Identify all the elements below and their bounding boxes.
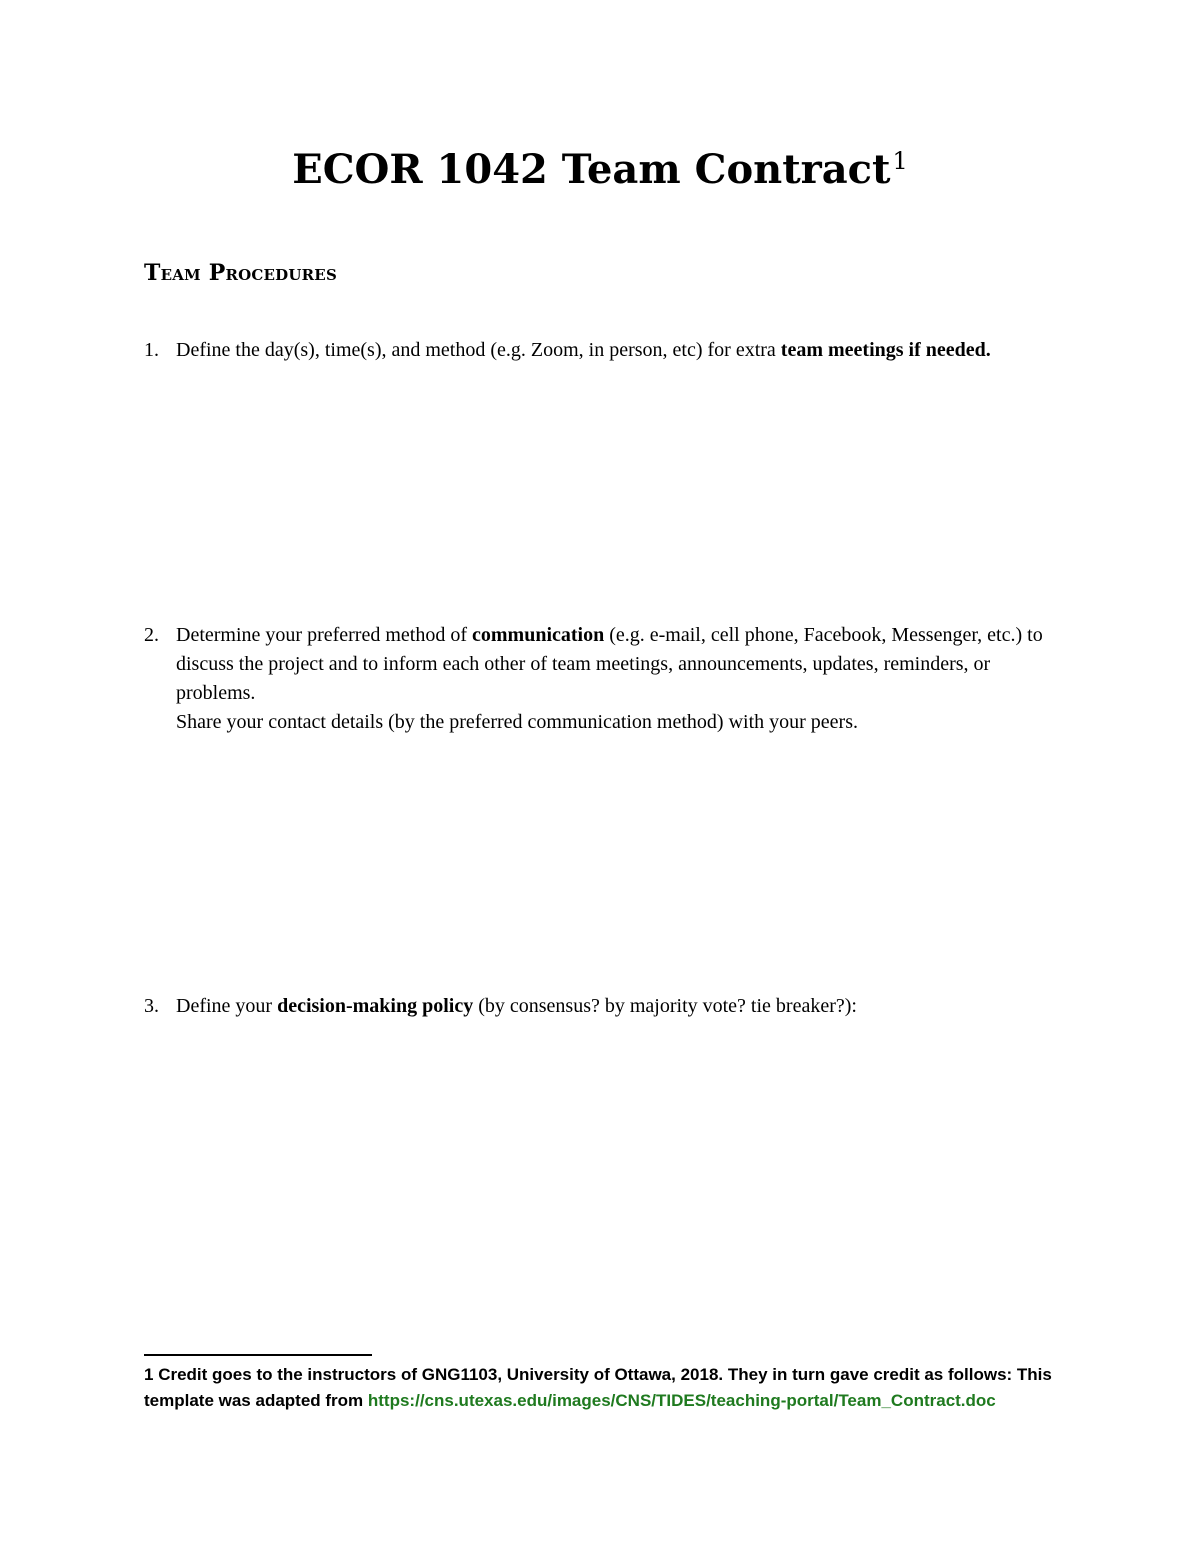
footnote-link[interactable]: https://cns.utexas.edu/images/CNS/TIDES/teaching-portal/Team_Contract.doc xyxy=(367,1391,996,1410)
list-item-text-after: (by consensus? by majority vote? tie breaker?): xyxy=(473,995,857,1017)
list-item-decision-policy xyxy=(144,992,1044,1021)
list-item-text xyxy=(176,336,1044,365)
list-item-second-line: Share your contact details (by the preferred communication method) with your peers. xyxy=(176,711,858,733)
list-item-text xyxy=(176,992,1044,1021)
list-item-communication xyxy=(144,621,1044,737)
footnote-marker: 1 xyxy=(144,1365,154,1384)
list-item-number: 1. xyxy=(144,339,159,361)
footnote-divider xyxy=(144,1354,372,1356)
list-item-meetings xyxy=(144,336,1044,365)
page-title-text: ECOR 1042 Team Contract xyxy=(292,146,891,193)
list-item-text xyxy=(176,621,1044,737)
list-item-text-before: Define your xyxy=(176,995,278,1017)
list-item-text-after: (e.g. e-mail, cell phone, Facebook, Messenger, etc.) to discuss the project and to inform each other of team meetings, announcements, updates, reminders, or problems. xyxy=(176,624,1043,704)
list-item-number: 2. xyxy=(144,624,159,646)
title-footnote-marker[interactable]: 1 xyxy=(892,146,908,175)
list-item-bold-text: communication xyxy=(472,624,605,646)
list-item-text-before: Determine your preferred method of xyxy=(176,624,472,646)
footnote-text: Credit goes to the instructors of GNG1103, University of Ottawa, 2018. They in turn gave credit as follows: This template was adapted from xyxy=(144,1365,1052,1410)
list-item-number: 3. xyxy=(144,995,159,1017)
page-title xyxy=(0,140,1200,200)
section-heading: Team Procedures xyxy=(144,260,337,286)
footnote xyxy=(144,1362,1064,1414)
list-item-text-before: Define the day(s), time(s), and method (e.g. Zoom, in person, etc) for extra xyxy=(176,339,781,361)
list-item-bold-text: decision-making policy xyxy=(277,995,474,1017)
list-item-bold-text: team meetings if needed. xyxy=(780,339,991,361)
